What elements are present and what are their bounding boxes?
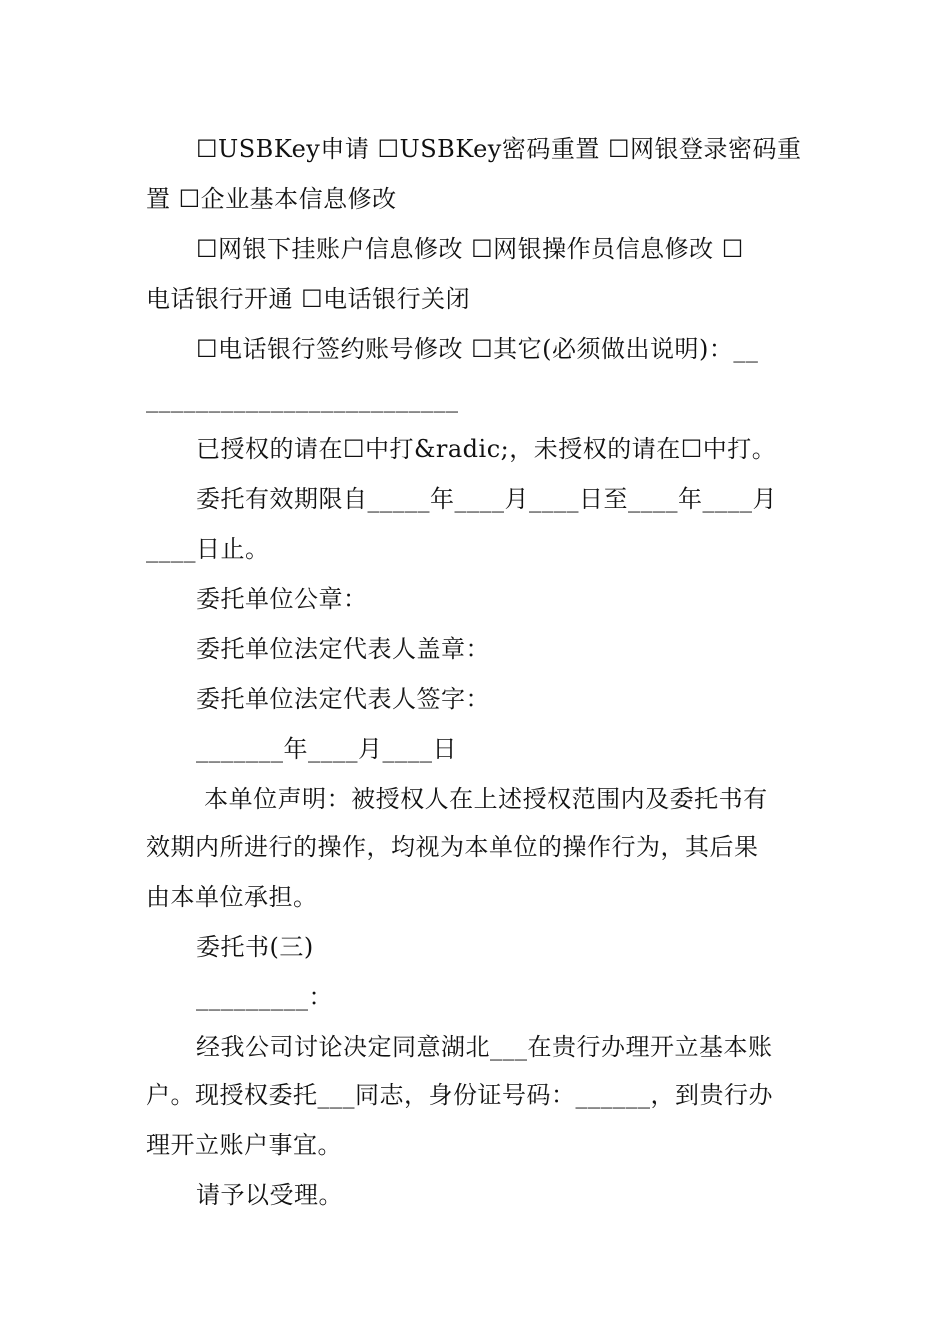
text-line: _________： — [196, 983, 333, 1011]
text-line: 请予以受理。 — [196, 1181, 343, 1209]
text-line: 委托单位公章： — [196, 585, 368, 613]
text-line: 已授权的请在☐中打&radic;，未授权的请在☐中打。 — [196, 435, 777, 463]
text-line: ☐网银下挂账户信息修改 ☐网银操作员信息修改 ☐ — [196, 235, 744, 263]
text-line: 委托单位法定代表人签字： — [196, 685, 490, 713]
text-line: 理开立账户事宜。 — [146, 1131, 342, 1159]
text-line: 经我公司讨论决定同意湖北___在贵行办理开立基本账 — [196, 1033, 773, 1061]
text-line: ☐USBKey申请 ☐USBKey密码重置 ☐网银登录密码重 — [196, 135, 802, 163]
text-line: 本单位声明：被授权人在上述授权范围内及委托书有 — [196, 785, 768, 813]
text-line: 电话银行开通 ☐电话银行关闭 — [146, 285, 471, 313]
text-line: 委托单位法定代表人盖章： — [196, 635, 490, 663]
text-line: _________________________ — [146, 385, 459, 413]
text-line: ☐电话银行签约账号修改 ☐其它(必须做出说明)：__ — [196, 335, 759, 363]
text-line: 效期内所进行的操作，均视为本单位的操作行为，其后果 — [146, 833, 759, 861]
text-line: _______年____月____日 — [196, 735, 457, 763]
text-line: 置 ☐企业基本信息修改 — [146, 185, 397, 213]
section-title: 委托书(三) — [196, 933, 314, 961]
text-line: 由本单位承担。 — [146, 883, 318, 911]
text-line: 户。现授权委托___同志，身份证号码：______，到贵行办 — [146, 1081, 773, 1109]
text-line: ____日止。 — [146, 535, 270, 563]
text-line: 委托有效期限自_____年____月____日至____年____月 — [196, 485, 777, 513]
